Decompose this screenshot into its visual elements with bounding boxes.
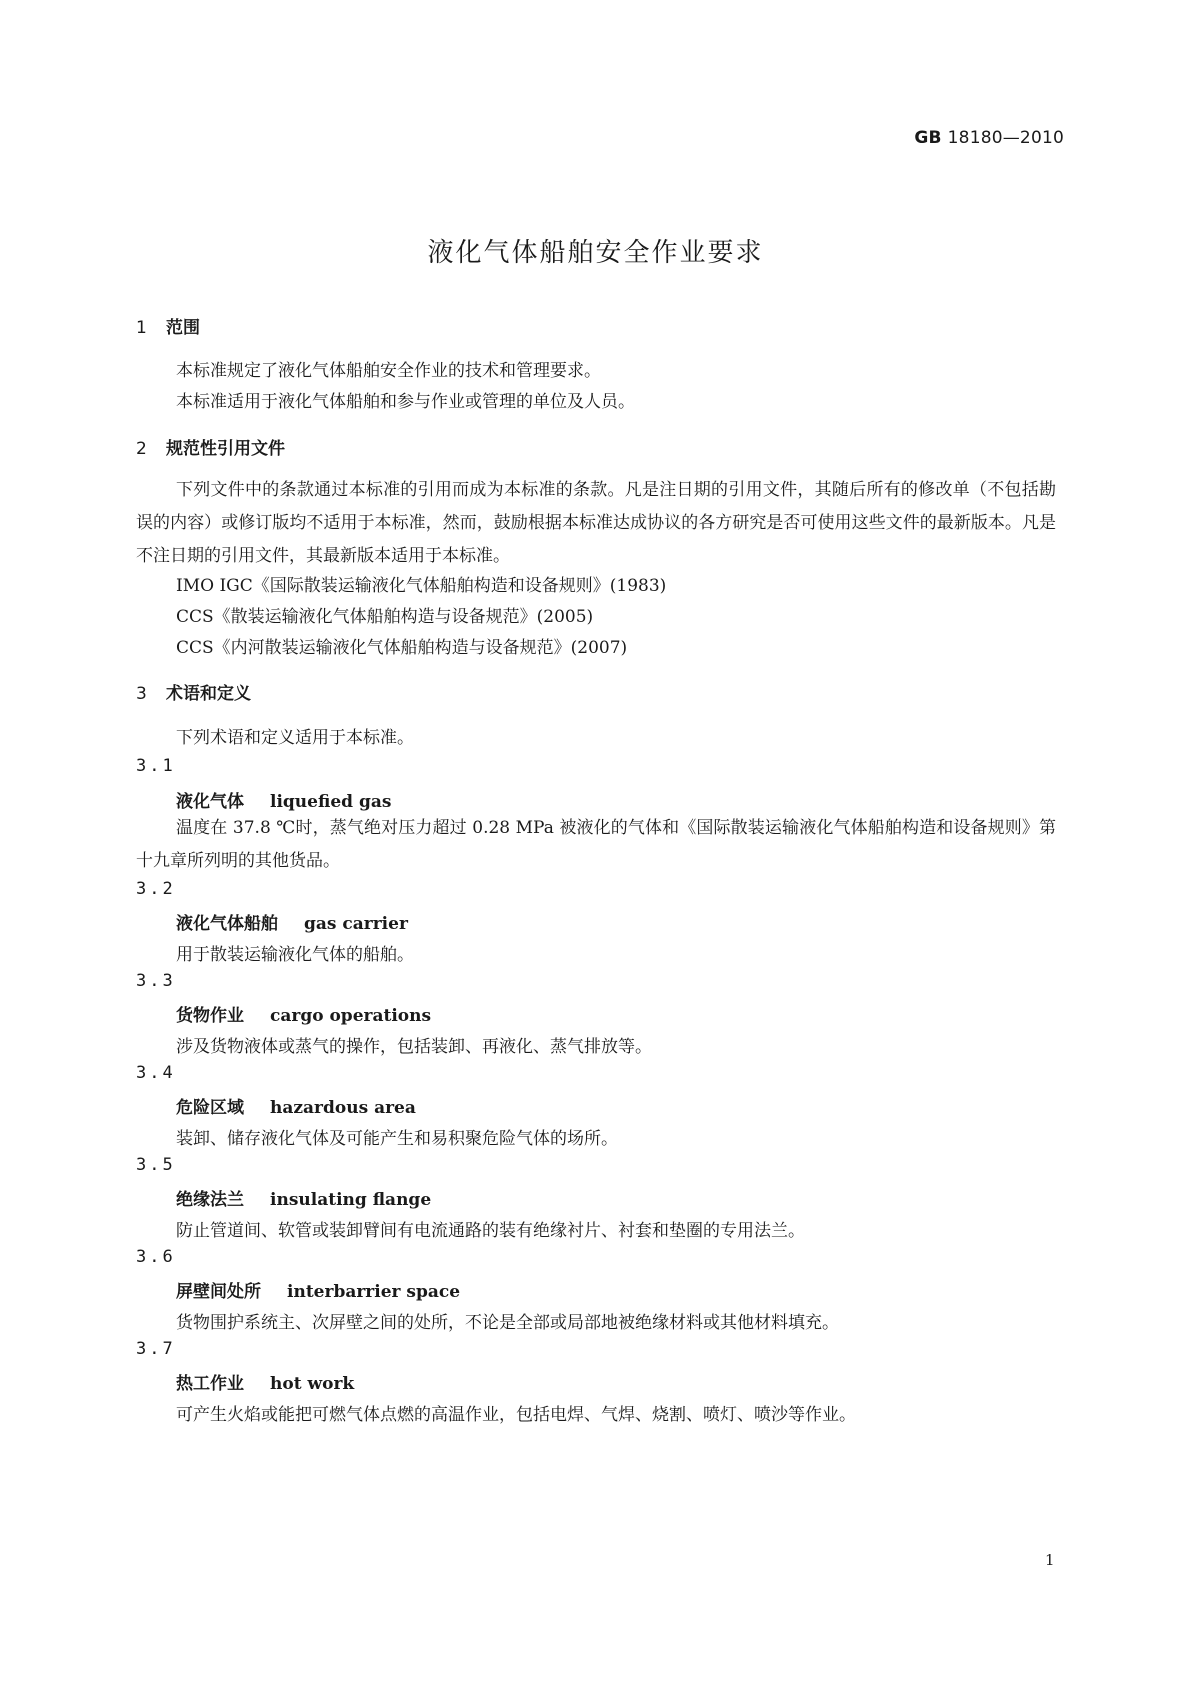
term-heading <box>176 1369 354 1394</box>
term-en: hazardous area <box>270 1098 416 1118</box>
term-en: gas carrier <box>304 914 408 934</box>
term-heading <box>176 1185 431 1210</box>
section-heading <box>136 434 285 459</box>
term-en: hot work <box>270 1374 355 1394</box>
term-number: 3.3 <box>136 971 176 991</box>
section-heading <box>136 679 251 704</box>
term-definition: 防止管道间、软管或装卸臂间有电流通路的装有绝缘衬片、衬套和垫圈的专用法兰。 <box>176 1221 805 1241</box>
term-definition: 可产生火焰或能把可燃气体点燃的高温作业，包括电焊、气焊、烧割、喷灯、喷沙等作业。 <box>176 1405 856 1425</box>
term-en: insulating flange <box>270 1190 432 1210</box>
term-definition: 货物围护系统主、次屏壁之间的处所，不论是全部或局部地被绝缘材料或其他材料填充。 <box>176 1313 839 1333</box>
term-number: 3.7 <box>136 1339 176 1359</box>
term-zh: 货物作业 <box>176 1006 244 1026</box>
page-number: 1 <box>1045 1551 1055 1569</box>
term-number: 3.2 <box>136 879 176 899</box>
paragraph: 本标准适用于液化气体船舶和参与作业或管理的单位及人员。 <box>176 392 635 412</box>
paragraph: 下列文件中的条款通过本标准的引用而成为本标准的条款。凡是注日期的引用文件，其随后所有的修改单（不包括勘误的内容）或修订版均不适用于本标准，然而，鼓励根据本标准达成协议的各方研究是否可使用这些文件的最新版本。凡是不注日期的引用文件，其最新版本适用于本标准。 <box>136 480 1056 566</box>
section-title: 术语和定义 <box>166 684 251 704</box>
section-number: 3 <box>136 684 147 704</box>
term-zh: 液化气体 <box>176 792 244 812</box>
term-heading <box>176 787 391 812</box>
term-en: cargo operations <box>270 1006 432 1026</box>
term-heading <box>176 1001 431 1026</box>
term-number: 3.1 <box>136 756 176 776</box>
term-en: interbarrier space <box>287 1282 461 1302</box>
term-number: 3.5 <box>136 1155 176 1175</box>
reference-item: CCS《散装运输液化气体船舶构造与设备规范》(2005) <box>176 607 594 627</box>
term-heading <box>176 1093 416 1118</box>
term-zh: 绝缘法兰 <box>176 1190 244 1210</box>
term-en: liquefied gas <box>270 792 392 812</box>
section-title: 范围 <box>166 318 200 338</box>
reference-item: IMO IGC《国际散装运输液化气体船舶构造和设备规则》(1983) <box>176 576 667 596</box>
term-number: 3.6 <box>136 1247 176 1267</box>
term-zh: 热工作业 <box>176 1374 244 1394</box>
term-heading <box>176 1277 460 1302</box>
term-zh: 屏壁间处所 <box>176 1282 261 1302</box>
term-definition: 装卸、储存液化气体及可能产生和易积聚危险气体的场所。 <box>176 1129 618 1149</box>
section-title: 规范性引用文件 <box>166 439 285 459</box>
section-number: 1 <box>136 318 147 338</box>
term-definition: 涉及货物液体或蒸气的操作，包括装卸、再液化、蒸气排放等。 <box>176 1037 652 1057</box>
document-title: 液化气体船舶安全作业要求 <box>427 238 764 268</box>
section-number: 2 <box>136 439 147 459</box>
standard-code <box>914 128 1064 148</box>
term-definition: 温度在 37.8 ℃时，蒸气绝对压力超过 0.28 MPa 被液化的气体和《国际散装运输液化气体船舶构造和设备规则》第十九章所列明的其他货品。 <box>136 818 1056 871</box>
standard-number: 18180—2010 <box>947 128 1064 148</box>
term-zh: 危险区域 <box>176 1098 244 1118</box>
term-definition: 用于散装运输液化气体的船舶。 <box>176 945 414 965</box>
term-heading <box>176 909 408 934</box>
term-zh: 液化气体船舶 <box>176 914 278 934</box>
term-number: 3.4 <box>136 1063 176 1083</box>
reference-item: CCS《内河散装运输液化气体船舶构造与设备规范》(2007) <box>176 638 628 658</box>
section-heading <box>136 313 200 338</box>
paragraph: 下列术语和定义适用于本标准。 <box>176 728 414 748</box>
standard-prefix: GB <box>914 128 942 148</box>
paragraph: 本标准规定了液化气体船舶安全作业的技术和管理要求。 <box>176 361 601 381</box>
